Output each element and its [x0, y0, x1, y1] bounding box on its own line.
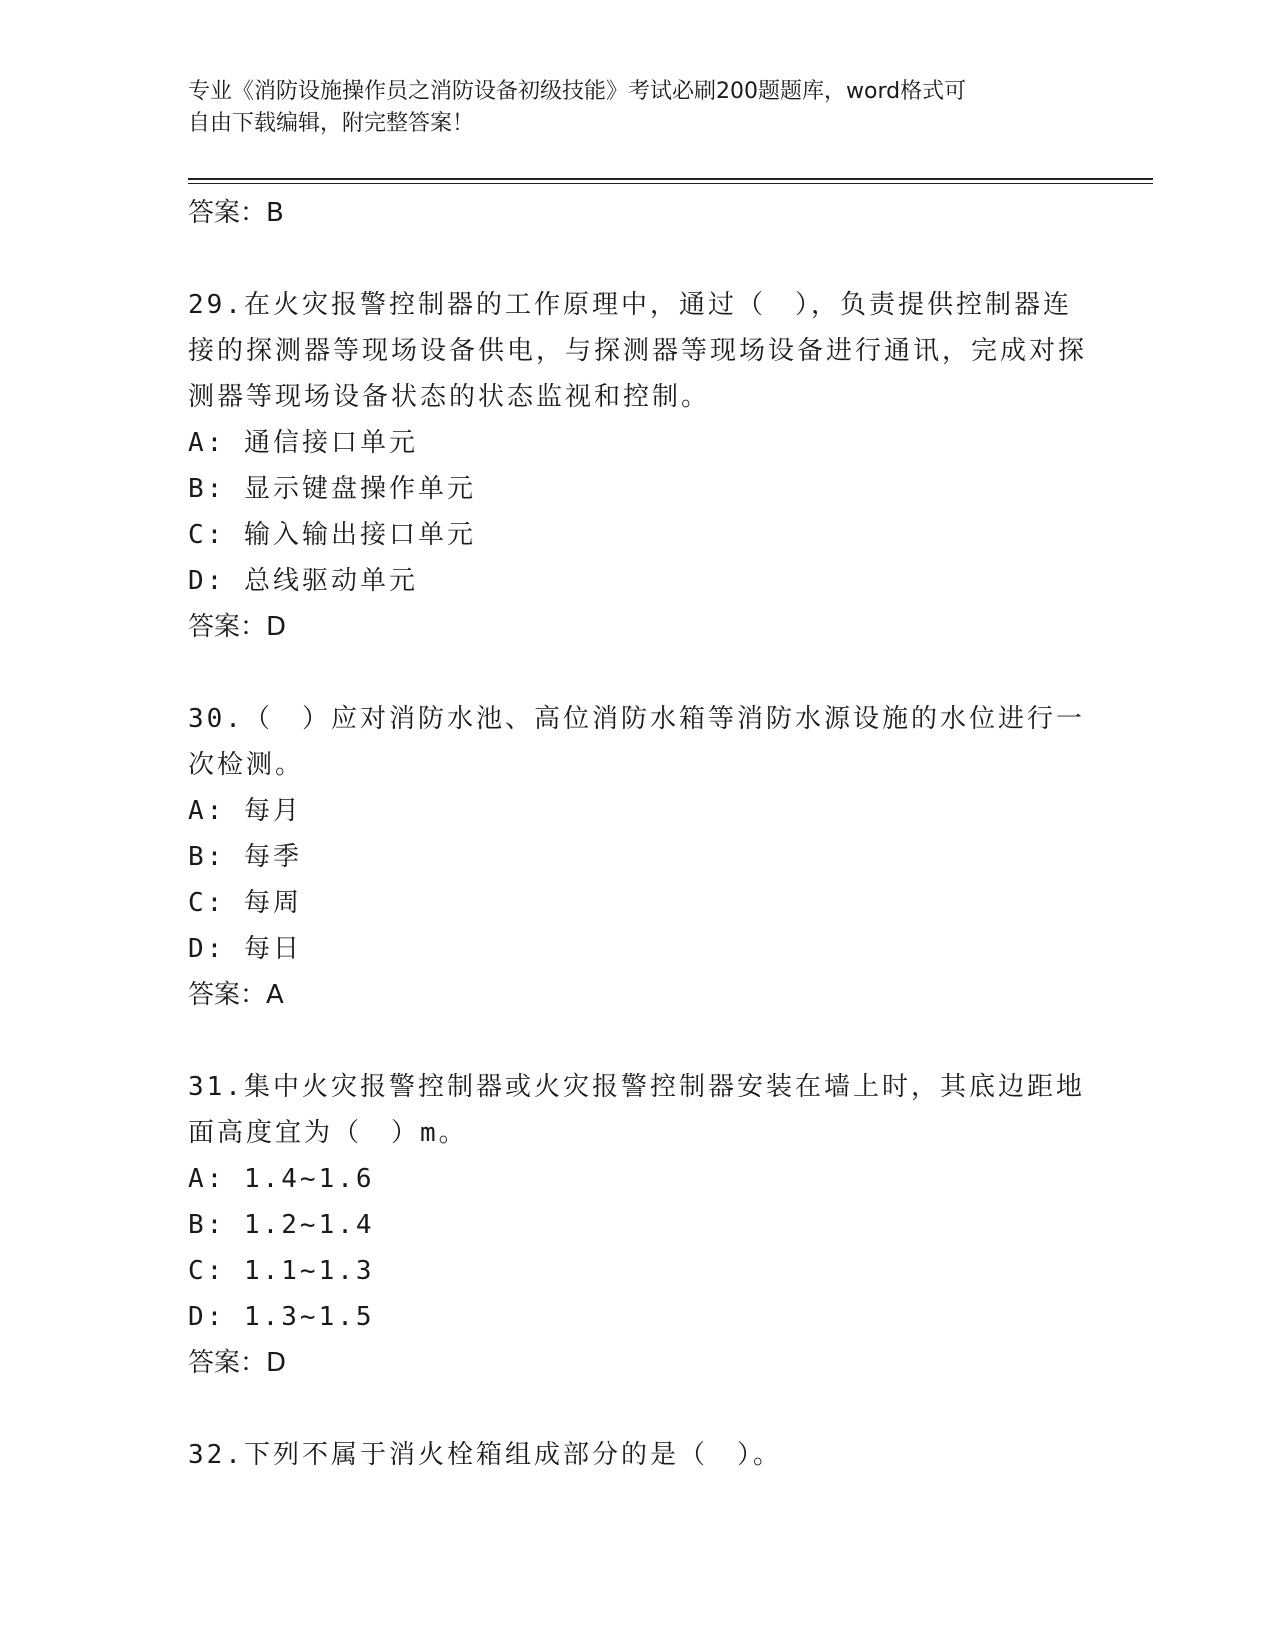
question-text: 30.（ ）应对消防水池、高位消防水箱等消防水源设施的水位进行一次检测。 — [188, 704, 1085, 780]
option-b: B: 每季 — [188, 842, 302, 872]
question-text: 32.下列不属于消火栓箱组成部分的是（ ）。 — [188, 1440, 782, 1470]
option-d: D: 总线驱动单元 — [188, 566, 418, 596]
option-c: C: 1.1~1.3 — [188, 1256, 375, 1286]
header-divider-thick — [188, 178, 1153, 180]
question-29 — [188, 282, 1088, 650]
spacer — [188, 1386, 1088, 1432]
option-b: B: 1.2~1.4 — [188, 1210, 375, 1240]
spacer — [188, 1018, 1088, 1064]
option-a: A: 通信接口单元 — [188, 428, 418, 458]
question-list — [188, 190, 1088, 1478]
page-header — [188, 76, 1088, 140]
option-a: A: 每月 — [188, 796, 302, 826]
spacer — [188, 236, 1088, 282]
spacer — [188, 650, 1088, 696]
answer-line: 答案：D — [188, 1348, 287, 1378]
question-31 — [188, 1064, 1088, 1386]
answer-line: 答案：B — [188, 198, 284, 228]
question-text: 29.在火灾报警控制器的工作原理中，通过（ ），负责提供控制器连接的探测器等现场设备供电，与探测器等现场设备进行通讯，完成对探测器等现场设备状态的状态监视和控制。 — [188, 290, 1088, 412]
question-30 — [188, 696, 1088, 1018]
option-a: A: 1.4~1.6 — [188, 1164, 375, 1194]
option-b: B: 显示键盘操作单元 — [188, 474, 476, 504]
question-32 — [188, 1432, 1088, 1478]
option-d: D: 1.3~1.5 — [188, 1302, 375, 1332]
answer-line: 答案：A — [188, 980, 284, 1010]
header-line-1: 专业《消防设施操作员之消防设备初级技能》考试必刷200题题库，word格式可 — [188, 79, 967, 104]
answer-line: 答案：D — [188, 612, 287, 642]
header-divider-thin — [188, 183, 1153, 184]
header-line-2: 自由下载编辑，附完整答案！ — [188, 111, 475, 136]
option-d: D: 每日 — [188, 934, 302, 964]
option-c: C: 输入输出接口单元 — [188, 520, 476, 550]
option-c: C: 每周 — [188, 888, 302, 918]
question-text: 31.集中火灾报警控制器或火灾报警控制器安装在墙上时，其底边距地面高度宜为（ ）m。 — [188, 1072, 1085, 1148]
